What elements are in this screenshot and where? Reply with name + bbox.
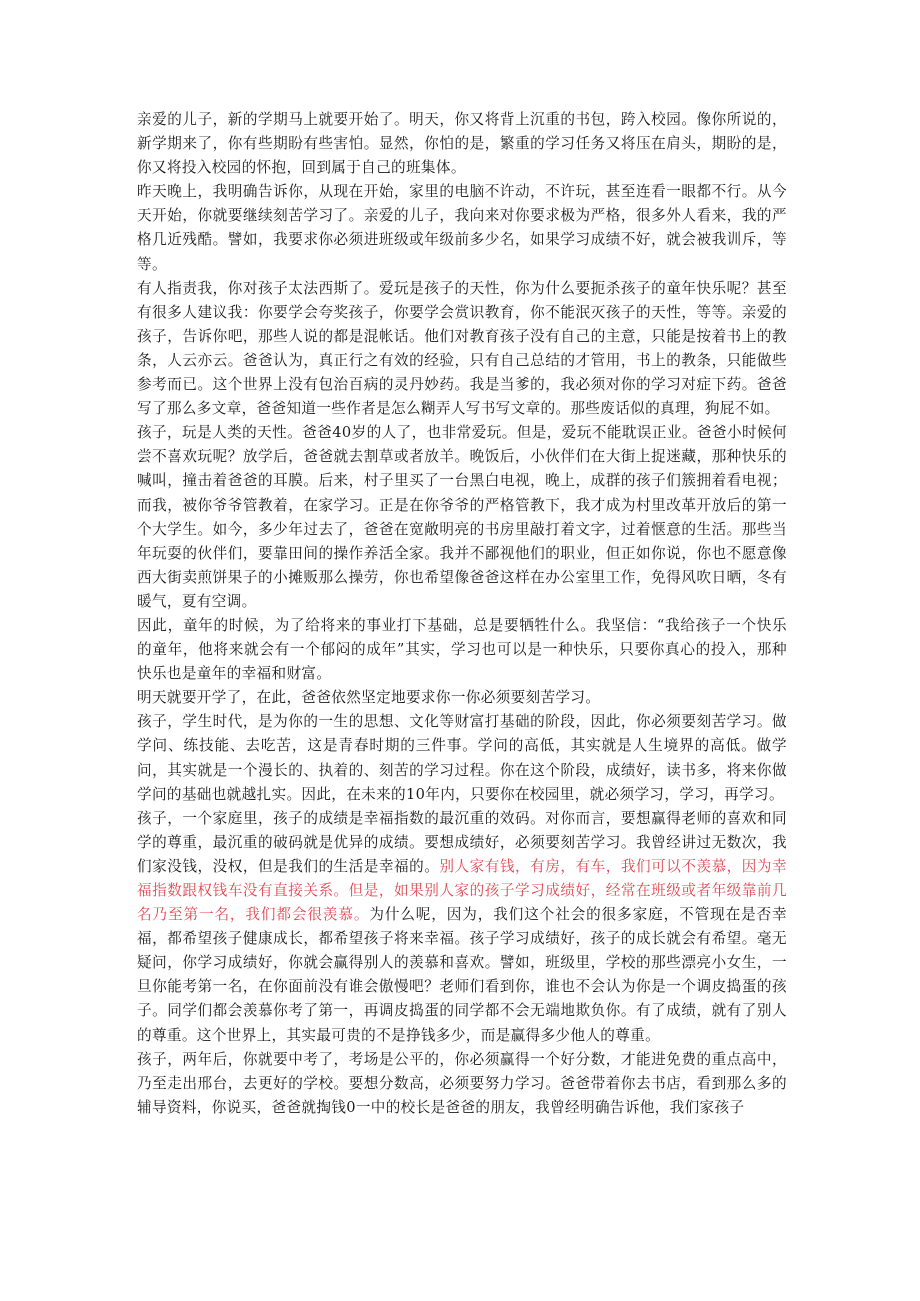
paragraph-7: 孩子，学生时代，是为你的一生的思想、文化等财富打基础的阶段，因此，你必须要刻苦学习。做学问、练技能、去吃苦，这是青春时期的三件事。学问的高低，其实就是人生境界的高低。做学问，其实就是一个漫长的、执着的、刻苦的学习过程。你在这个阶段，成绩好，读书多，将来你做学问的基础也就越扎实。因此，在未来的10年内，只要你在校园里，就必须学习，学习，再学习。 bbox=[137, 713, 787, 803]
letter-body bbox=[137, 108, 787, 1120]
paragraph-8-rest: 为什么呢，因为，我们这个社会的很多家庭，不管现在是否幸福，都希望孩子健康成长，都希望孩子将来幸福。孩子学习成绩好，孩子的成长就会有希望。毫无疑问，你学习成绩好，你就会赢得别人的羡慕和喜欢。譬如，班级里，学校的那些漂亮小女生，一旦你能考第一名，在你面前没有谁会傲慢吧？老师们看到你，谁也不会认为你是一个调皮捣蛋的孩子。同学们都会羡慕你考了第一，再调皮捣蛋的同学都不会无端地欺负你。有了成绩，就有了别人的尊重。这个世界上，其实最可贵的不是挣钱多少，而是赢得多少他人的尊重。 bbox=[137, 906, 787, 1044]
paragraph-8 bbox=[137, 807, 787, 1048]
paragraph-1: 亲爱的儿子，新的学期马上就要开始了。明天，你又将背上沉重的书包，跨入校园。像你所说的，新学期来了，你有些期盼有些害怕。显然，你怕的是，繁重的学习任务又将压在肩头，期盼的是，你又将投入校园的怀抱，回到属于自己的班集体。 bbox=[137, 111, 787, 177]
paragraph-2: 昨天晚上，我明确告诉你，从现在开始，家里的电脑不许动，不许玩，甚至连看一眼都不行。从今天开始，你就要继续刻苦学习了。亲爱的儿子，我向来对你要求极为严格，很多外人看来，我的严格几近残酷。譬如，我要求你必须进班级或年级前多少名，如果学习成绩不好，就会被我训斥，等等。 bbox=[137, 183, 787, 273]
paragraph-9: 孩子，两年后，你就要中考了，考场是公平的，你必须赢得一个好分数，才能进免费的重点高中，乃至走出邢台，去更好的学校。要想分数高，必须要努力学习。爸爸带着你去书店，看到那么多的辅导资料，你说买，爸爸就掏钱0一中的校长是爸爸的朋友，我曾经明确告诉他，我们家孩子 bbox=[137, 1050, 787, 1116]
paragraph-3: 有人指责我，你对孩子太法西斯了。爱玩是孩子的天性，你为什么要扼杀孩子的童年快乐呢？甚至有很多人建议我：你要学会夸奖孩子，你要学会赏识教育，你不能泯灭孩子的天性，等等。亲爱的孩子，告诉你吧，那些人说的都是混帐话。他们对教育孩子没有自己的主意，只能是按着书上的教条，人云亦云。爸爸认为，真正行之有效的经验，只有自己总结的才管用，书上的教条，只能做些参考而已。这个世界上没有包治百病的灵丹妙药。我是当爹的，我必须对你的学习对症下药。爸爸写了那么多文章，爸爸知道一些作者是怎么糊弄人写书写文章的。那些废话似的真理，狗屁不如。 bbox=[137, 279, 787, 418]
paragraph-8-lead: 孩子，一个家庭里，孩子的成绩是幸福指数的最沉重的效码。对你而言，要想赢得老师的喜欢和同学的尊重，最沉重的破码就是优异的成绩。要想成绩好，必须要刻苦学习。我曾经讲过无数次，我们家没钱，没权，但是我们的生活是幸福的。 bbox=[137, 809, 787, 875]
paragraph-4: 孩子，玩是人类的天性。爸爸40岁的人了，也非常爱玩。但是，爱玩不能耽误正业。爸爸小时候何尝不喜欢玩呢？放学后，爸爸就去割草或者放羊。晚饭后，小伙伴们在大街上捉迷藏，那种快乐的喊叫，撞击着爸爸的耳膜。后来，村子里买了一台黑白电视，晚上，成群的孩子们簇拥着看电视；而我，被你爷爷管教着，在家学习。正是在你爷爷的严格管教下，我才成为村里改革开放后的第一个大学生。如今，多少年过去了，爸爸在宽敞明亮的书房里敲打着文字，过着惬意的生活。那些当年玩耍的伙伴们，要靠田间的操作养活全家。我并不鄙视他们的职业，但正如你说，你也不愿意像西大街卖煎饼果子的小摊贩那么操劳，你也希望像爸爸这样在办公室里工作，免得风吹日晒，冬有暖气，夏有空调。 bbox=[137, 424, 787, 610]
highlighted-text: 别人家有钱，有房，有车，我们可以不羡慕，因为幸福指数跟权钱车没有直接关系。但是，如果别人家的孩子学习成绩好，经常在班级或者年级靠前几名乃至第一名，我们都会很羡慕。 bbox=[137, 857, 787, 924]
paragraph-5: 因此，童年的时候，为了给将来的事业打下基础，总是要牺牲什么。我坚信：“我给孩子一个快乐的童年，他将来就会有一个郁闷的成年”其实，学习也可以是一种快乐，只要你真心的投入，那种快乐也是童年的幸福和财富。 bbox=[137, 616, 787, 683]
paragraph-6: 明天就要开学了，在此，爸爸依然坚定地要求你一你必须要刻苦学习。 bbox=[137, 689, 601, 707]
